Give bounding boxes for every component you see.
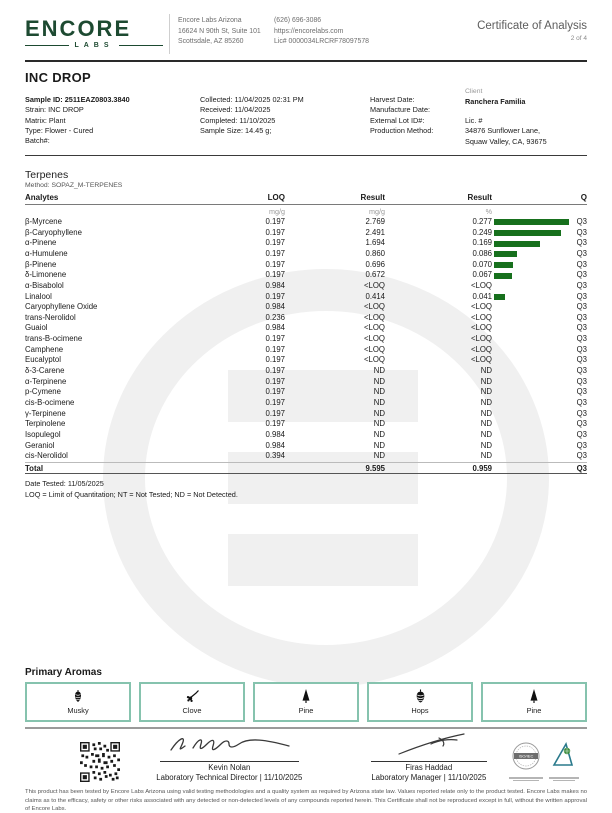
table-row [25, 366, 587, 377]
analyte-name: β-Pinene [25, 259, 57, 269]
analyte-q: Q3 [576, 280, 587, 290]
analyte-result-mgg: <LOQ [363, 344, 385, 354]
client-spacer [465, 107, 587, 116]
pine-icon [527, 688, 541, 704]
analyte-q: Q3 [576, 312, 587, 322]
aroma-label: Hops [411, 706, 429, 716]
pjla-logo-icon [550, 741, 578, 771]
header-divider [169, 14, 170, 54]
analyte-loq: 0.197 [265, 419, 285, 429]
logo-wordmark: ENCORE [25, 16, 132, 41]
table-row [25, 249, 587, 260]
analyte-q: Q3 [576, 451, 587, 461]
analyte-loq: 0.197 [265, 238, 285, 248]
analyte-loq: 0.984 [265, 440, 285, 450]
aroma-box [481, 682, 587, 722]
col-loq: LOQ [267, 193, 285, 203]
analyte-result-pct: 0.041 [472, 291, 492, 301]
aromas-section-title: Primary Aromas [25, 666, 102, 678]
sample-received: Received: 11/04/2025 [200, 105, 271, 115]
header-right [440, 14, 587, 42]
signature-line [371, 761, 487, 762]
table-row [25, 419, 587, 430]
table-row [25, 441, 587, 452]
svg-text:ISO/IEC: ISO/IEC [518, 753, 534, 759]
analyte-result-pct: 0.169 [472, 238, 492, 248]
header-rule [25, 60, 587, 62]
analyte-result-mgg: 0.860 [365, 249, 385, 258]
analyte-result-mgg: 0.696 [365, 259, 385, 269]
analyte-loq: 0.984 [265, 429, 285, 439]
table-row [25, 270, 587, 281]
analyte-result-mgg: ND [373, 376, 385, 386]
units-result-mgg: mg/g [369, 206, 385, 216]
analyte-result-pct: 0.086 [472, 249, 492, 258]
sample-info [25, 88, 587, 156]
disclaimer-text: This product has been tested by Encore Labs Arizona using valid testing methodologies and a quality system as required by Arizona state law. Values reported relate only to the product tested. Encore Labs makes no claims as to the efficacy, safety or other risks associated with any detected or non-detected levels of any compounds reported herein. This Certificate shall not be reproduced except in full, without the written approval of Encore Labs. [25, 789, 587, 812]
aroma-label: Musky [67, 706, 89, 716]
table-row [25, 377, 587, 388]
analyte-name: α-Pinene [25, 238, 57, 248]
table-row [25, 217, 587, 228]
terpenes-table-body [25, 217, 587, 462]
analyte-result-mgg: ND [373, 419, 385, 429]
analyte-bar-cell [492, 251, 570, 257]
analyte-bar-cell [492, 241, 570, 247]
analyte-result-pct: <LOQ [470, 323, 492, 333]
analyte-q: Q3 [576, 355, 587, 365]
analyte-name: Geraniol [25, 440, 55, 450]
lab-contact-block [270, 14, 440, 48]
sample-completed: Completed: 11/10/2025 [200, 115, 276, 125]
aroma-box [25, 682, 131, 722]
client-label: Client [465, 88, 483, 95]
analyte-loq: 0.197 [265, 334, 285, 344]
lab-address-block [178, 14, 270, 48]
table-row [25, 451, 587, 462]
sample-size: Sample Size: 14.45 g; [200, 126, 272, 136]
logo-subtitle [25, 42, 163, 49]
analyte-result-mgg: 0.414 [365, 291, 385, 301]
analyte-loq: 0.197 [265, 397, 285, 407]
analyte-result-pct: ND [480, 366, 492, 376]
analyte-name: α-Terpinene [25, 376, 67, 386]
terpenes-section-title: Terpenes [25, 169, 69, 182]
analyte-result-mgg: <LOQ [363, 280, 385, 290]
terpenes-table-header [25, 193, 587, 205]
analyte-name: Caryophyllene Oxide [25, 302, 98, 312]
analyte-q: Q3 [576, 419, 587, 429]
client-lic: Lic. # [465, 116, 483, 125]
analyte-name: α-Bisabolol [25, 280, 64, 290]
analyte-result-pct: ND [480, 429, 492, 439]
date-tested: Date Tested: 11/05/2025 [25, 478, 104, 488]
analyte-q: Q3 [576, 429, 587, 439]
analyte-name: cis-Nerolidol [25, 451, 68, 461]
client-name: Ranchera Familia [465, 96, 526, 106]
analyte-name: β-Myrcene [25, 217, 62, 227]
footer-divider [25, 727, 587, 729]
analyte-name: δ-3-Carene [25, 366, 65, 376]
sample-type: Type: Flower - Cured [25, 126, 94, 136]
analyte-result-mgg: <LOQ [363, 302, 385, 312]
analyte-q: Q3 [576, 249, 587, 258]
col-result-pct: Result [467, 193, 492, 203]
analyte-result-mgg: <LOQ [363, 323, 385, 333]
result-bar [494, 262, 513, 268]
aroma-label: Pine [526, 706, 542, 716]
loq-legend: LOQ = Limit of Quantitation; NT = Not Tested; ND = Not Detected. [25, 489, 238, 499]
doc-title: Certificate of Analysis [477, 20, 587, 32]
analyte-bar-cell [492, 230, 570, 236]
lab-name: Encore Labs Arizona [178, 17, 242, 24]
seal-caption-lines [509, 777, 543, 781]
table-row [25, 281, 587, 292]
analyte-result-mgg: ND [373, 397, 385, 407]
analyte-name: trans-B-ocimene [25, 334, 83, 344]
analyte-loq: 0.236 [265, 312, 285, 322]
signature-block-director [138, 732, 321, 783]
sample-col-production [370, 95, 465, 147]
analyte-result-pct: ND [480, 408, 492, 418]
production-method: Production Method: [370, 126, 434, 136]
sample-strain: Strain: INC DROP [25, 105, 84, 115]
manager-title: Laboratory Manager | 11/10/2025 [371, 773, 487, 783]
musk-icon [72, 688, 84, 704]
analyte-result-pct: 0.277 [472, 217, 492, 227]
table-row [25, 292, 587, 303]
total-result-mgg: 9.595 [365, 463, 385, 473]
terpenes-total-row [25, 462, 587, 474]
analyte-bar-cell [492, 294, 570, 300]
signature-row [25, 732, 587, 783]
iso-seal-icon [511, 741, 541, 771]
accreditation-seal [509, 741, 543, 782]
lab-url: https://encorelabs.com [274, 27, 344, 35]
analyte-result-pct: <LOQ [470, 312, 492, 322]
analyte-loq: 0.197 [265, 408, 285, 418]
aroma-box [139, 682, 245, 722]
analyte-q: Q3 [576, 323, 587, 333]
col-q: Q [580, 193, 587, 203]
table-row [25, 409, 587, 420]
analyte-result-pct: ND [480, 387, 492, 397]
table-row [25, 387, 587, 398]
table-row [25, 334, 587, 345]
analyte-q: Q3 [576, 334, 587, 344]
analyte-result-pct: 0.070 [472, 259, 492, 269]
analyte-result-mgg: ND [373, 387, 385, 397]
analyte-result-mgg: ND [373, 408, 385, 418]
total-result-pct: 0.959 [472, 463, 492, 473]
accreditation-triangle [549, 741, 579, 782]
lab-license: Lic# 0000034LRCRF78097578 [274, 38, 370, 46]
harvest-date: Harvest Date: [370, 95, 415, 104]
triangle-caption-lines [549, 777, 579, 781]
result-bar [494, 230, 561, 236]
sample-batch: Batch#: [25, 136, 50, 146]
analyte-result-mgg: ND [373, 366, 385, 376]
terpenes-method: Method: SOPAZ_M-TERPENES [25, 182, 123, 190]
col-analytes: Analytes [25, 193, 59, 203]
units-q [570, 207, 587, 216]
analyte-result-pct: ND [480, 397, 492, 407]
analyte-q: Q3 [576, 217, 587, 227]
table-row [25, 313, 587, 324]
analyte-q: Q3 [576, 302, 587, 312]
analyte-loq: 0.984 [265, 280, 285, 290]
accreditation-logos [509, 741, 587, 782]
logo-rule-left [25, 45, 69, 46]
analyte-q: Q3 [576, 270, 587, 280]
result-bar [494, 219, 569, 225]
analyte-loq: 0.197 [265, 291, 285, 301]
units-result-pct: % [485, 206, 492, 216]
analyte-result-mgg: ND [373, 429, 385, 439]
analyte-loq: 0.394 [265, 451, 285, 461]
manager-name: Firas Haddad [405, 763, 453, 773]
analyte-name: Guaiol [25, 323, 48, 333]
sample-col-identity [25, 95, 200, 147]
qr-code [80, 742, 120, 782]
result-bar [494, 294, 505, 300]
sample-id: Sample ID: 2511EAZ0803.3840 [25, 95, 130, 104]
sample-matrix: Matrix: Plant [25, 115, 66, 125]
analyte-loq: 0.197 [265, 227, 285, 237]
table-row [25, 238, 587, 249]
analyte-name: Camphene [25, 344, 64, 354]
table-row [25, 302, 587, 313]
analyte-result-mgg: ND [373, 440, 385, 450]
analyte-name: γ-Terpinene [25, 408, 66, 418]
total-q: Q3 [576, 463, 587, 473]
aroma-box [367, 682, 473, 722]
analyte-loq: 0.197 [265, 259, 285, 269]
analyte-q: Q3 [576, 408, 587, 418]
analyte-loq: 0.197 [265, 344, 285, 354]
analyte-name: β-Caryophyllene [25, 227, 82, 237]
aroma-box [253, 682, 359, 722]
lab-street: 16624 N 90th St, Suite 101 [178, 27, 261, 35]
analyte-q: Q3 [576, 344, 587, 354]
analyte-q: Q3 [576, 376, 587, 386]
analyte-loq: 0.197 [265, 355, 285, 365]
analyte-result-pct: <LOQ [470, 355, 492, 365]
analyte-result-pct: <LOQ [470, 280, 492, 290]
lab-city: Scottsdale, AZ 85260 [178, 38, 244, 46]
table-row [25, 228, 587, 239]
client-address2: Squaw Valley, CA, 93675 [465, 136, 547, 146]
external-lot: External Lot ID#: [370, 115, 425, 125]
analyte-result-mgg: ND [373, 451, 385, 461]
analyte-q: Q3 [576, 238, 587, 248]
director-name: Kevin Nolan [208, 763, 251, 773]
logo-labs-text: LABS [74, 42, 114, 49]
analyte-result-mgg: 0.672 [365, 270, 385, 280]
aroma-label: Clove [182, 706, 202, 716]
analyte-result-mgg: 2.769 [365, 217, 385, 227]
table-row [25, 345, 587, 356]
units-bar-spacer [492, 207, 570, 216]
analyte-q: Q3 [576, 397, 587, 407]
total-bar-spacer [492, 463, 570, 473]
analyte-result-pct: ND [480, 376, 492, 386]
analyte-name: trans-Nerolidol [25, 312, 76, 322]
table-row [25, 260, 587, 271]
analyte-loq: 0.197 [265, 366, 285, 376]
analyte-result-pct: ND [480, 451, 492, 461]
analyte-result-pct: 0.249 [472, 227, 492, 237]
logo-rule-right [119, 45, 163, 46]
product-title: INC DROP [25, 70, 91, 85]
analyte-q: Q3 [576, 387, 587, 397]
analyte-result-mgg: <LOQ [363, 312, 385, 322]
clove-icon [185, 688, 200, 704]
analyte-name: δ-Limonene [25, 270, 67, 280]
analyte-result-pct: ND [480, 419, 492, 429]
table-row [25, 430, 587, 441]
result-bar [494, 241, 540, 247]
analyte-name: Isopulegol [25, 429, 61, 439]
analyte-q: Q3 [576, 227, 587, 237]
table-row [25, 323, 587, 334]
analyte-result-pct: <LOQ [470, 302, 492, 312]
client-address1: 34876 Sunflower Lane, [465, 126, 541, 136]
analyte-result-pct: 0.067 [472, 270, 492, 280]
table-row [25, 355, 587, 366]
aroma-row [25, 682, 587, 722]
analyte-loq: 0.197 [265, 217, 285, 227]
analyte-result-pct: <LOQ [470, 344, 492, 354]
analyte-loq: 0.197 [265, 387, 285, 397]
analyte-loq: 0.984 [265, 302, 285, 312]
manager-signature-icon [369, 732, 489, 756]
analyte-result-mgg: 2.491 [365, 227, 385, 237]
lab-phone: (626) 696-3086 [274, 17, 322, 24]
total-loq [240, 463, 285, 473]
analyte-bar-cell [492, 273, 570, 279]
director-title: Laboratory Technical Director | 11/10/2025 [156, 773, 303, 783]
signature-line [160, 761, 299, 762]
analyte-q: Q3 [576, 440, 587, 450]
manufacture-date: Manufacture Date: [370, 105, 431, 115]
analyte-name: Linalool [25, 291, 52, 301]
client-block [465, 88, 587, 147]
analyte-loq: 0.197 [265, 270, 285, 280]
col-bar-spacer [492, 193, 570, 202]
analyte-name: p-Cymene [25, 387, 61, 397]
encore-logo [25, 14, 163, 49]
analyte-name: Eucalyptol [25, 355, 61, 365]
analyte-result-mgg: <LOQ [363, 334, 385, 344]
analyte-q: Q3 [576, 291, 587, 301]
terpenes-units-row [25, 205, 587, 217]
analyte-bar-cell [492, 262, 570, 268]
col-result-mgg: Result [360, 193, 385, 203]
analyte-name: Terpinolene [25, 419, 66, 429]
units-blank [25, 207, 240, 216]
signature-block-manager [349, 732, 509, 783]
pine-icon [299, 688, 313, 704]
result-bar [494, 251, 517, 257]
analyte-q: Q3 [576, 366, 587, 376]
analyte-result-mgg: <LOQ [363, 355, 385, 365]
hops-icon [414, 688, 427, 704]
page-indicator: 2 of 4 [570, 35, 587, 42]
header [25, 0, 587, 54]
analyte-loq: 0.197 [265, 249, 285, 258]
analyte-result-pct: <LOQ [470, 334, 492, 344]
analyte-name: cis-B-ocimene [25, 397, 75, 407]
table-row [25, 398, 587, 409]
analyte-q: Q3 [576, 259, 587, 269]
sample-collected: Collected: 11/04/2025 02:31 PM [200, 95, 304, 104]
aroma-label: Pine [298, 706, 314, 716]
result-bar [494, 273, 512, 279]
director-signature-icon [149, 732, 309, 756]
analyte-loq: 0.197 [265, 376, 285, 386]
total-label: Total [25, 463, 44, 473]
analyte-loq: 0.984 [265, 323, 285, 333]
analyte-name: α-Humulene [25, 249, 68, 258]
units-loq: mg/g [269, 206, 285, 216]
sample-col-dates [200, 95, 370, 147]
analyte-result-mgg: 1.694 [365, 238, 385, 248]
analyte-bar-cell [492, 219, 570, 225]
analyte-result-pct: ND [480, 440, 492, 450]
